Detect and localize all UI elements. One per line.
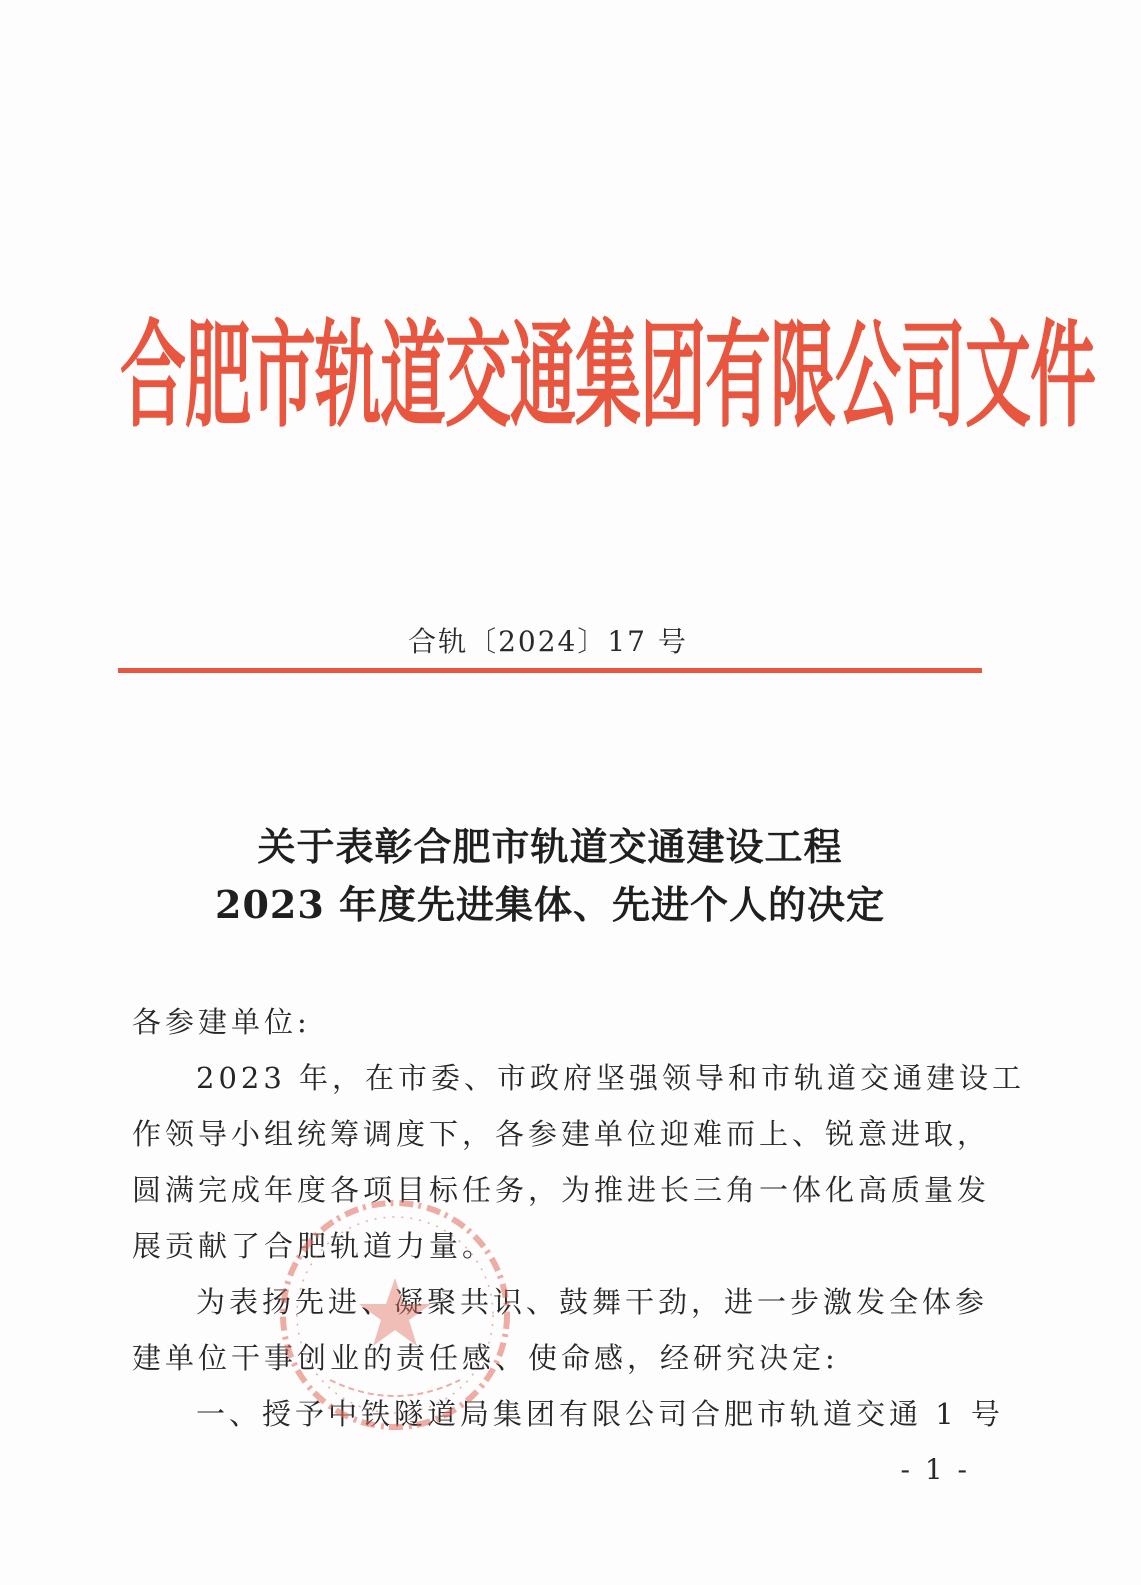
body-line: 作领导小组统筹调度下，各参建单位迎难而上、锐意进取， xyxy=(132,1117,991,1151)
document-headline xyxy=(100,818,1000,934)
body-line: 展贡献了合肥轨道力量。 xyxy=(132,1229,496,1263)
document-body xyxy=(132,994,1026,1442)
page-number: - 1 - xyxy=(900,1453,970,1486)
red-divider-rule xyxy=(118,668,982,673)
body-line: 建单位干事创业的责任感、使命感，经研究决定: xyxy=(132,1341,839,1375)
headline-line-2: 2023 年度先进集体、先进个人的决定 xyxy=(215,882,885,927)
salutation: 各参建单位: xyxy=(132,1005,311,1039)
body-line: 为表扬先进、凝聚共识、鼓舞干劲，进一步激发全体参 xyxy=(196,1285,989,1319)
issuer-title: 合肥市轨道交通集团有限公司文件 xyxy=(120,308,1095,444)
headline-line-1: 关于表彰合肥市轨道交通建设工程 xyxy=(257,824,843,869)
document-number: 合轨〔2024〕17 号 xyxy=(408,625,688,658)
body-line: 一、授予中铁隧道局集团有限公司合肥市轨道交通 1 号 xyxy=(196,1397,1004,1431)
body-line: 圆满完成年度各项目标任务，为推进长三角一体化高质量发 xyxy=(132,1173,991,1207)
body-line: 2023 年，在市委、市政府坚强领导和市轨道交通建设工 xyxy=(196,1061,1026,1095)
